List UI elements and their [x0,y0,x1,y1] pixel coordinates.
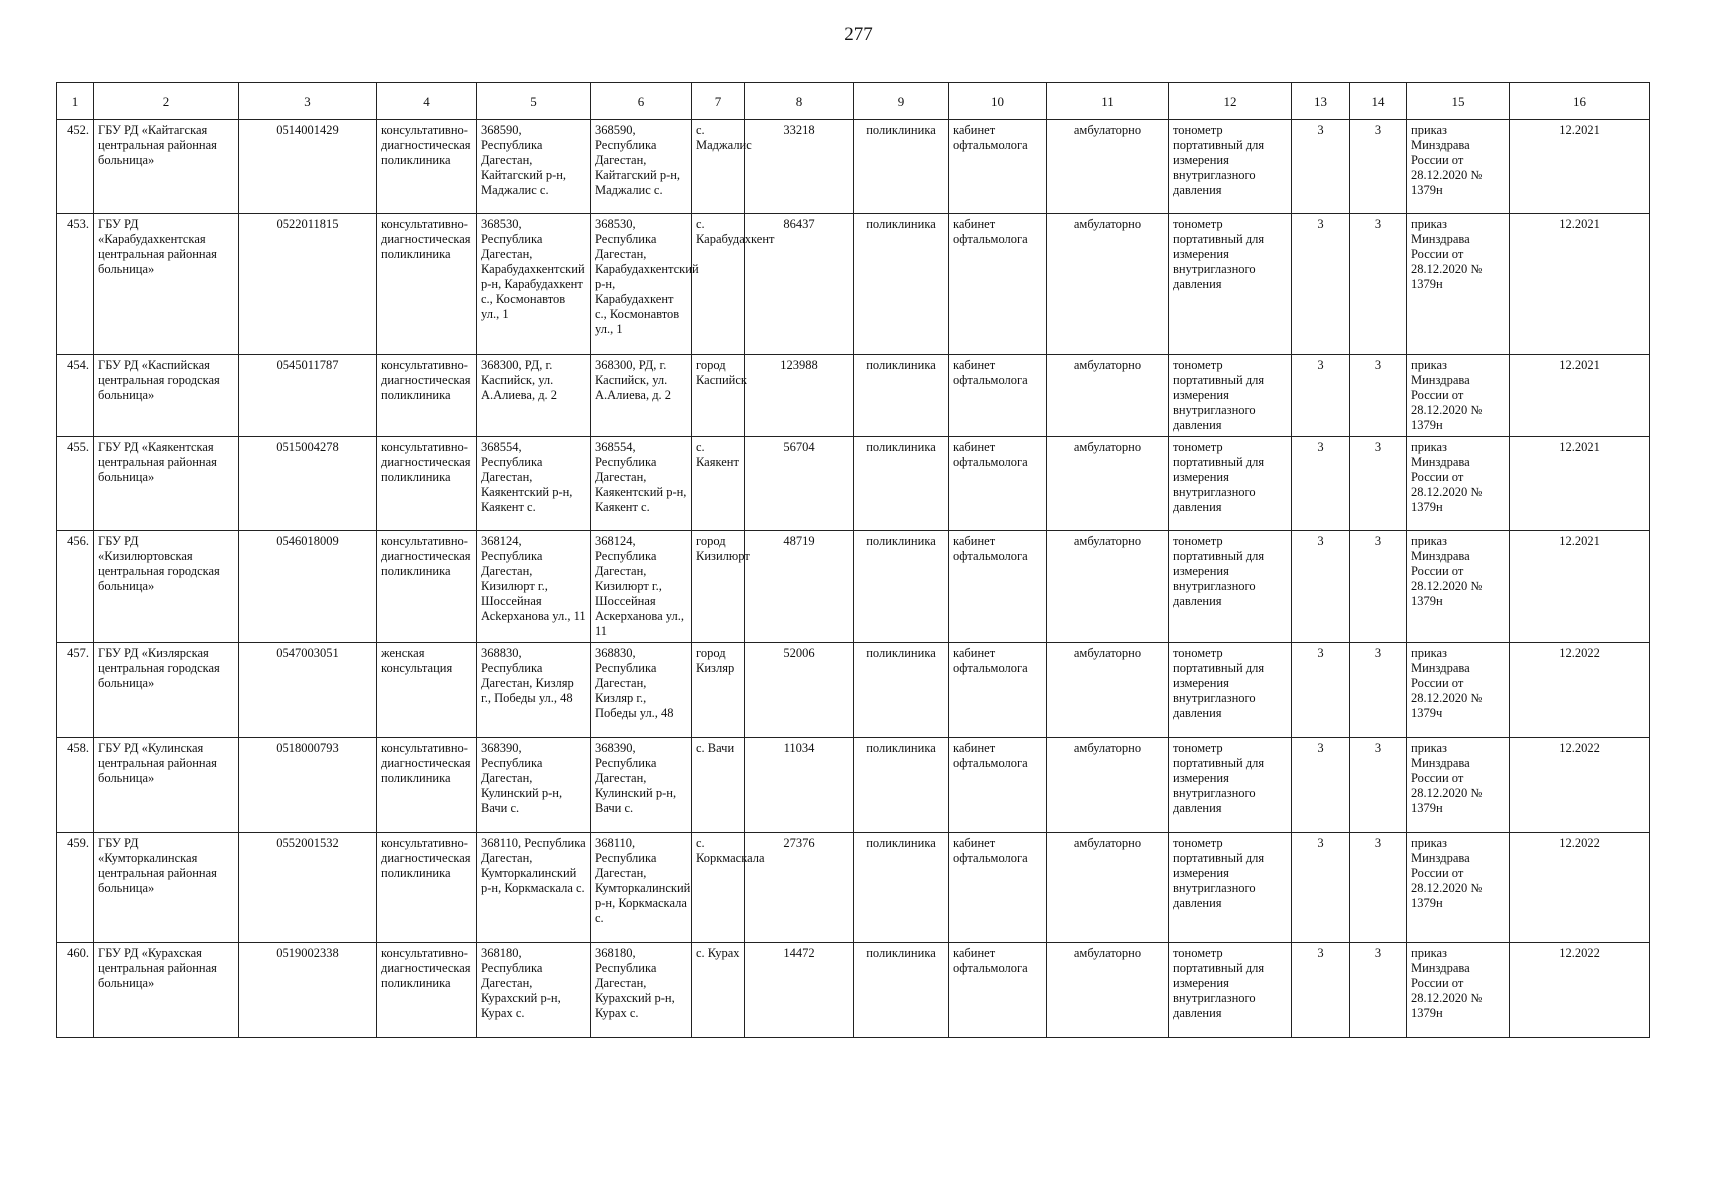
column-header: 4 [377,83,477,120]
table-cell: кабинет офтальмолога [949,214,1047,355]
column-header: 3 [239,83,377,120]
table-cell: с. Курах [692,943,745,1038]
table-cell: 460. [57,943,94,1038]
table-cell: с. Коркмаскала [692,833,745,943]
table-cell: ГБУ РД «Кайтагская центральная районная больница» [94,120,239,214]
table-cell: приказ Минздрава России от 28.12.2020 № 1379н [1407,355,1510,437]
column-header: 14 [1350,83,1407,120]
table-cell: 3 [1350,738,1407,833]
table-cell: 11034 [745,738,854,833]
table-cell: 3 [1292,437,1350,531]
table-cell: 0552001532 [239,833,377,943]
table-cell: 56704 [745,437,854,531]
table-cell: консультативно-диагностическая поликлиника [377,437,477,531]
table-cell: 368590, Республика Дагестан, Кайтагский р-н, Маджалис с. [591,120,692,214]
table-cell: приказ Минздрава России от 28.12.2020 № 1379н [1407,833,1510,943]
table-cell: кабинет офтальмолога [949,437,1047,531]
table-cell: консультативно-диагностическая поликлиника [377,120,477,214]
table-cell: приказ Минздрава России от 28.12.2020 № 1379н [1407,437,1510,531]
column-header: 13 [1292,83,1350,120]
table-cell: 3 [1292,531,1350,643]
table-row [57,643,1650,738]
table-cell: кабинет офтальмолога [949,120,1047,214]
table-cell: 0522011815 [239,214,377,355]
table-cell: 3 [1292,643,1350,738]
table-cell: 368554, Республика Дагестан, Каякентский р-н, Каякент с. [477,437,591,531]
table-cell: амбулаторно [1047,531,1169,643]
table-cell: 3 [1292,738,1350,833]
table-cell: город Кизляр [692,643,745,738]
table-row [57,120,1650,214]
table-cell: 368110, Республика Дагестан, Кумторкалинский р-н, Коркмаскала с. [477,833,591,943]
table-cell: приказ Минздрава России от 28.12.2020 № 1379н [1407,214,1510,355]
table-cell: поликлиника [854,120,949,214]
table-cell: 368830, Республика Дагестан, Кизляр г., Победы ул., 48 [591,643,692,738]
table-cell: тонометр портативный для измерения внутриглазного давления [1169,437,1292,531]
column-header: 1 [57,83,94,120]
table-cell: 368830, Республика Дагестан, Кизляр г., Победы ул., 48 [477,643,591,738]
table-cell: 459. [57,833,94,943]
table-cell: 14472 [745,943,854,1038]
table-cell: 3 [1350,120,1407,214]
table-cell: 12.2022 [1510,833,1650,943]
table-cell: тонометр портативный для измерения внутриглазного давления [1169,833,1292,943]
registry-table [56,82,1650,1038]
table-cell: тонометр портативный для измерения внутриглазного давления [1169,120,1292,214]
column-header: 7 [692,83,745,120]
table-cell: 0515004278 [239,437,377,531]
table-cell: приказ Минздрава России от 28.12.2020 № 1379ч [1407,643,1510,738]
table-cell: кабинет офтальмолога [949,355,1047,437]
table-cell: амбулаторно [1047,943,1169,1038]
column-header: 11 [1047,83,1169,120]
table-cell: ГБУ РД «Курахская центральная районная больница» [94,943,239,1038]
table-cell: тонометр портативный для измерения внутриглазного давления [1169,214,1292,355]
table-cell: тонометр портативный для измерения внутриглазного давления [1169,643,1292,738]
table-cell: 456. [57,531,94,643]
table-cell: кабинет офтальмолога [949,643,1047,738]
table-cell: приказ Минздрава России от 28.12.2020 № 1379н [1407,738,1510,833]
table-row [57,355,1650,437]
table-cell: 12.2022 [1510,643,1650,738]
table-cell: 368554, Республика Дагестан, Каякентский р-н, Каякент с. [591,437,692,531]
table-cell: 3 [1292,943,1350,1038]
table-cell: ГБУ РД «Каспийская центральная городская больница» [94,355,239,437]
table-cell: 12.2021 [1510,214,1650,355]
table-cell: 12.2021 [1510,437,1650,531]
table-cell: амбулаторно [1047,214,1169,355]
table-cell: 12.2021 [1510,120,1650,214]
table-cell: с. Вачи [692,738,745,833]
table-cell: город Кизилюрт [692,531,745,643]
column-header: 2 [94,83,239,120]
table-cell: амбулаторно [1047,355,1169,437]
table-cell: 3 [1350,643,1407,738]
table-cell: 3 [1350,531,1407,643]
table-cell: с. Каякент [692,437,745,531]
table-cell: 3 [1292,120,1350,214]
table-cell: приказ Минздрава России от 28.12.2020 № 1379н [1407,943,1510,1038]
table-cell: с. Карабудахкент [692,214,745,355]
column-header: 16 [1510,83,1650,120]
table-cell: 368530, Республика Дагестан, Карабудахкентский р-н, Карабудахкент с., Космонавтов ул., 1 [477,214,591,355]
table-cell: 3 [1350,437,1407,531]
table-cell: консультативно-диагностическая поликлиника [377,355,477,437]
table-row [57,943,1650,1038]
table-cell: поликлиника [854,214,949,355]
table-cell: кабинет офтальмолога [949,531,1047,643]
column-header: 5 [477,83,591,120]
table-cell: 368390, Республика Дагестан, Кулинский р-н, Вачи с. [591,738,692,833]
table-cell: ГБУ РД «Кумторкалинская центральная районная больница» [94,833,239,943]
table-cell: приказ Минздрава России от 28.12.2020 № 1379н [1407,531,1510,643]
table-cell: 27376 [745,833,854,943]
table-cell: амбулаторно [1047,738,1169,833]
table-cell: 458. [57,738,94,833]
column-header: 8 [745,83,854,120]
table-cell: 123988 [745,355,854,437]
table-cell: амбулаторно [1047,643,1169,738]
table-body [57,120,1650,1038]
table-cell: 368300, РД, г. Каспийск, ул. А.Алиева, д. 2 [591,355,692,437]
table-cell: ГБУ РД «Кизлярская центральная городская больница» [94,643,239,738]
table-cell: 453. [57,214,94,355]
table-cell: амбулаторно [1047,120,1169,214]
table-cell: 48719 [745,531,854,643]
table-cell: тонометр портативный для измерения внутриглазного давления [1169,355,1292,437]
table-cell: 368390, Республика Дагестан, Кулинский р-н, Вачи с. [477,738,591,833]
table-row [57,531,1650,643]
table-cell: приказ Минздрава России от 28.12.2020 № 1379н [1407,120,1510,214]
column-header: 6 [591,83,692,120]
table-cell: ГБУ РД «Карабудахкентская центральная районная больница» [94,214,239,355]
table-cell: 368124, Республика Дагестан, Кизилюрт г., Шоссейная Аскерханова ул., 11 [591,531,692,643]
table-cell: 12.2021 [1510,355,1650,437]
table-cell: 0547003051 [239,643,377,738]
table-cell: 0546018009 [239,531,377,643]
table-cell: кабинет офтальмолога [949,943,1047,1038]
table-cell: 3 [1292,833,1350,943]
table-cell: 3 [1350,214,1407,355]
table-cell: амбулаторно [1047,437,1169,531]
table-cell: поликлиника [854,643,949,738]
table-cell: ГБУ РД «Каякентская центральная районная больница» [94,437,239,531]
table-cell: кабинет офтальмолога [949,738,1047,833]
table-cell: поликлиника [854,738,949,833]
table-cell: 0545011787 [239,355,377,437]
table-cell: женская консультация [377,643,477,738]
table-row [57,738,1650,833]
table-cell: 368180, Республика Дагестан, Курахский р-н, Курах с. [477,943,591,1038]
table-cell: 3 [1350,833,1407,943]
table-cell: 457. [57,643,94,738]
table-row [57,437,1650,531]
table-cell: поликлиника [854,833,949,943]
table-cell: 368590, Республика Дагестан, Кайтагский р-н, Маджалис с. [477,120,591,214]
table-cell: амбулаторно [1047,833,1169,943]
table-cell: поликлиника [854,437,949,531]
table-cell: кабинет офтальмолога [949,833,1047,943]
table-cell: 12.2021 [1510,531,1650,643]
page-number: 277 [844,24,873,45]
table-cell: 3 [1292,214,1350,355]
table-cell: город Каспийск [692,355,745,437]
table-cell: 12.2022 [1510,738,1650,833]
table-cell: 86437 [745,214,854,355]
table-cell: консультативно-диагностическая поликлиника [377,738,477,833]
table-cell: 368124, Республика Дагестан, Кизилюрт г., Шоссейная Асkерханова ул., 11 [477,531,591,643]
header-row [57,83,1650,120]
table-cell: 368180, Республика Дагестан, Курахский р-н, Курах с. [591,943,692,1038]
table-cell: консультативно-диагностическая поликлиника [377,943,477,1038]
table-cell: 455. [57,437,94,531]
table-cell: 368300, РД, г. Каспийск, ул. А.Алиева, д. 2 [477,355,591,437]
table-cell: поликлиника [854,943,949,1038]
table-cell: 52006 [745,643,854,738]
table-cell: 3 [1350,943,1407,1038]
table-row [57,833,1650,943]
table-cell: 368530, Республика Дагестан, Карабудахкентский р-н, Карабудахкент с., Космонавтов ул., 1 [591,214,692,355]
table-cell: ГБУ РД «Кулинская центральная районная больница» [94,738,239,833]
column-header: 9 [854,83,949,120]
table-cell: поликлиника [854,355,949,437]
table-cell: тонометр портативный для измерения внутриглазного давления [1169,531,1292,643]
table-cell: 33218 [745,120,854,214]
table-cell: тонометр портативный для измерения внутриглазного давления [1169,738,1292,833]
column-header: 12 [1169,83,1292,120]
table-cell: 452. [57,120,94,214]
table-cell: консультативно-диагностическая поликлиника [377,531,477,643]
table-cell: 3 [1292,355,1350,437]
table-cell: 0519002338 [239,943,377,1038]
table-cell: 368110, Республика Дагестан, Кумторкалинский р-н, Коркмаскала с. [591,833,692,943]
table-cell: консультативно-диагностическая поликлиника [377,214,477,355]
table-cell: тонометр портативный для измерения внутриглазного давления [1169,943,1292,1038]
column-header: 15 [1407,83,1510,120]
table-cell: консультативно-диагностическая поликлиника [377,833,477,943]
table-cell: поликлиника [854,531,949,643]
column-header: 10 [949,83,1047,120]
table-cell: 0514001429 [239,120,377,214]
table-cell: ГБУ РД «Кизилюртовская центральная городская больница» [94,531,239,643]
table-cell: с. Маджалис [692,120,745,214]
table-cell: 3 [1350,355,1407,437]
table-cell: 12.2022 [1510,943,1650,1038]
table-row [57,214,1650,355]
table-cell: 454. [57,355,94,437]
table-cell: 0518000793 [239,738,377,833]
